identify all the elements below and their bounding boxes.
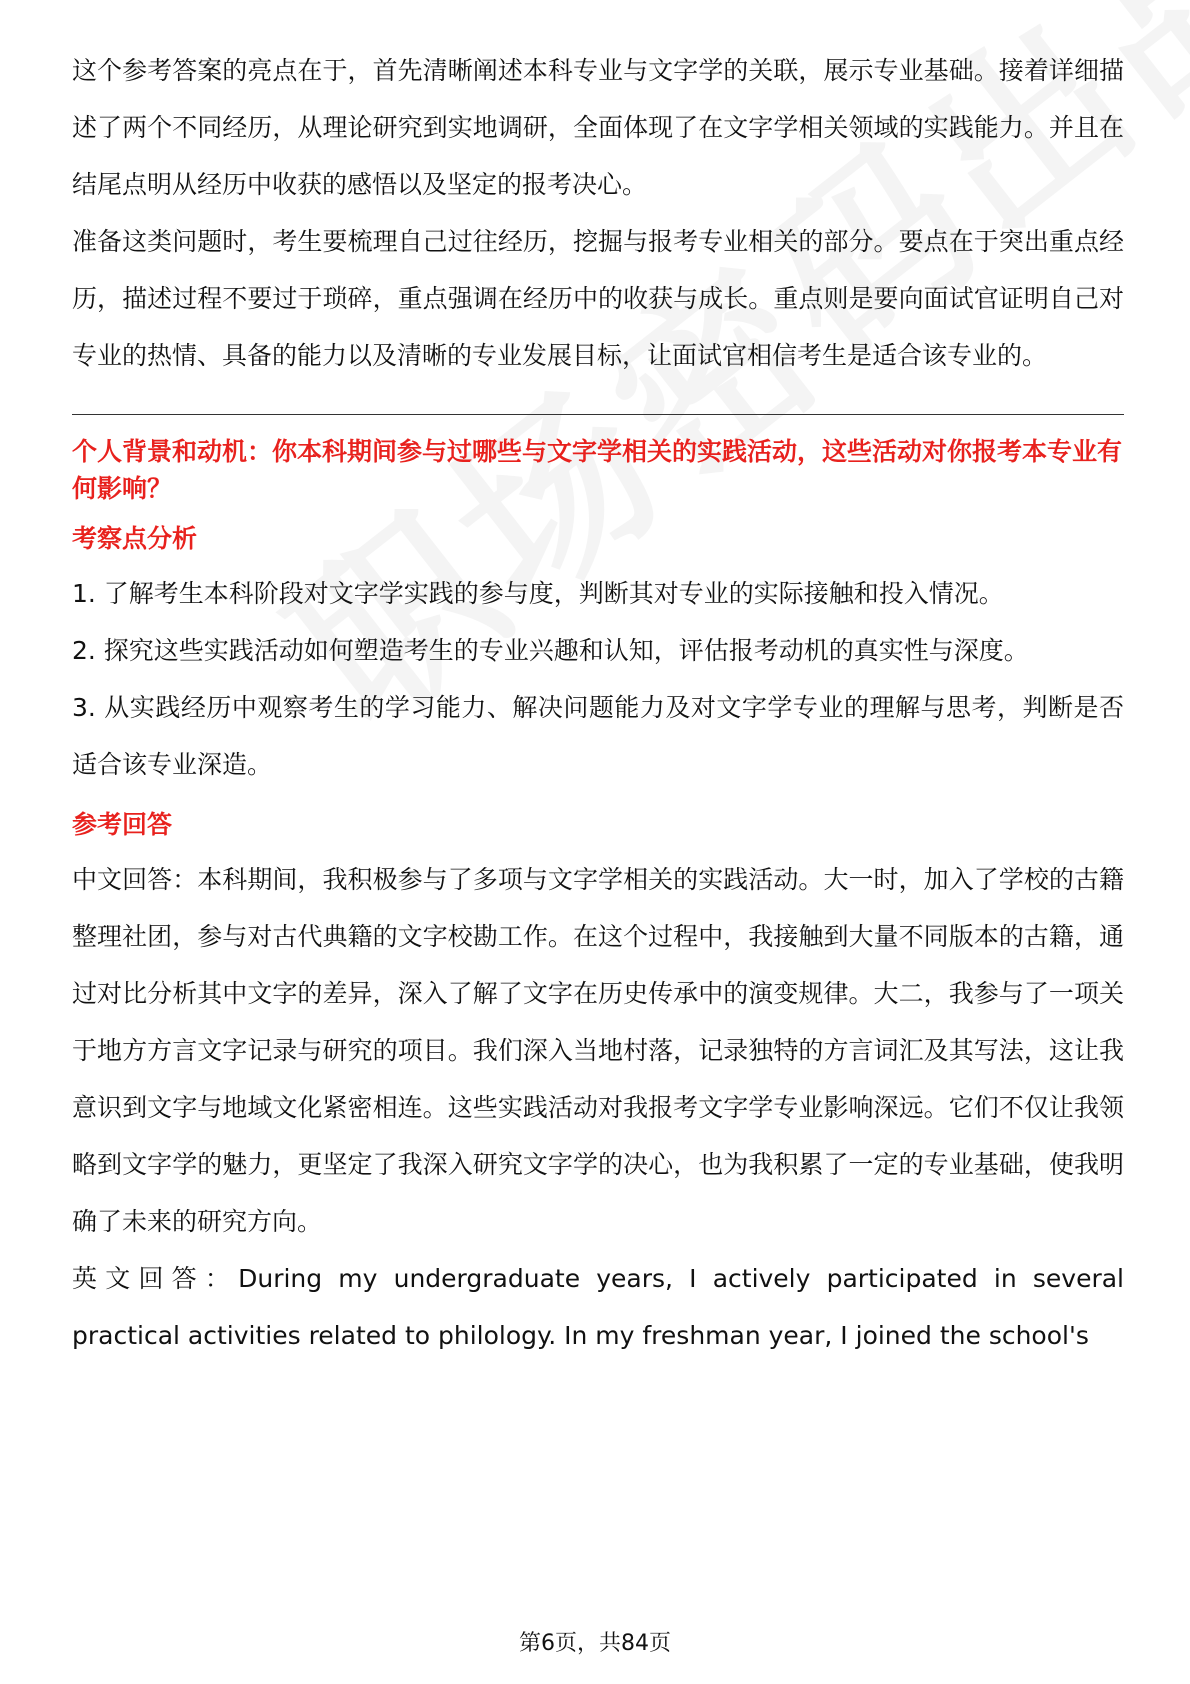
analysis-point-1: 1. 了解考生本科阶段对文字学实践的参与度，判断其对专业的实际接触和投入情况。 [72,579,1004,608]
intro-paragraph-2: 准备这类问题时，考生要梳理自己过往经历，挖掘与报考专业相关的部分。要点在于突出重点经历，描述过程不要过于琐碎，重点强调在经历中的收获与成长。重点则是要向面试官证明自己对专业的热情、具备的能力以及清晰的专业发展目标，让面试官相信考生是适合该专业的。 [72,227,1124,370]
page-number: 第6页，共84页 [519,1631,671,1656]
analysis-heading: 考察点分析 [72,524,198,553]
analysis-point-3: 3. 从实践经历中观察考生的学习能力、解决问题能力及对文字学专业的理解与思考，判断是否适合该专业深造。 [72,693,1124,779]
answer-chinese: 中文回答：本科期间，我积极参与了多项与文字学相关的实践活动。大一时，加入了学校的古籍整理社团，参与对古代典籍的文字校勘工作。在这个过程中，我接触到大量不同版本的古籍，通过对比分析其中文字的差异，深入了解了文字在历史传承中的演变规律。大二，我参与了一项关于地方方言文字记录与研究的项目。我们深入当地村落，记录独特的方言词汇及其写法，这让我意识到文字与地域文化紧密相连。这些实践活动对我报考文字学专业影响深远。它们不仅让我领略到文字学的魅力，更坚定了我深入研究文字学的决心，也为我积累了一定的专业基础，使我明确了未来的研究方向。 [72,865,1124,1236]
page-content [72,42,1124,1364]
intro-paragraph-1: 这个参考答案的亮点在于，首先清晰阐述本科专业与文字学的关联，展示专业基础。接着详细描述了两个不同经历，从理论研究到实地调研，全面体现了在文字学相关领域的实践能力。并且在结尾点明从经历中收获的感悟以及坚定的报考决心。 [72,56,1124,199]
answer-heading: 参考回答 [72,810,173,839]
section-divider [72,414,1124,415]
question-heading: 个人背景和动机：你本科期间参与过哪些与文字学相关的实践活动，这些活动对你报考本专业有何影响？ [72,437,1123,503]
answer-english: 英文回答：During my undergraduate years, I actively participated in several practical activities related to philology. In my freshman year, I joined the school's [72,1264,1124,1350]
analysis-point-2: 2. 探究这些实践活动如何塑造考生的专业兴趣和认知，评估报考动机的真实性与深度。 [72,636,1029,665]
